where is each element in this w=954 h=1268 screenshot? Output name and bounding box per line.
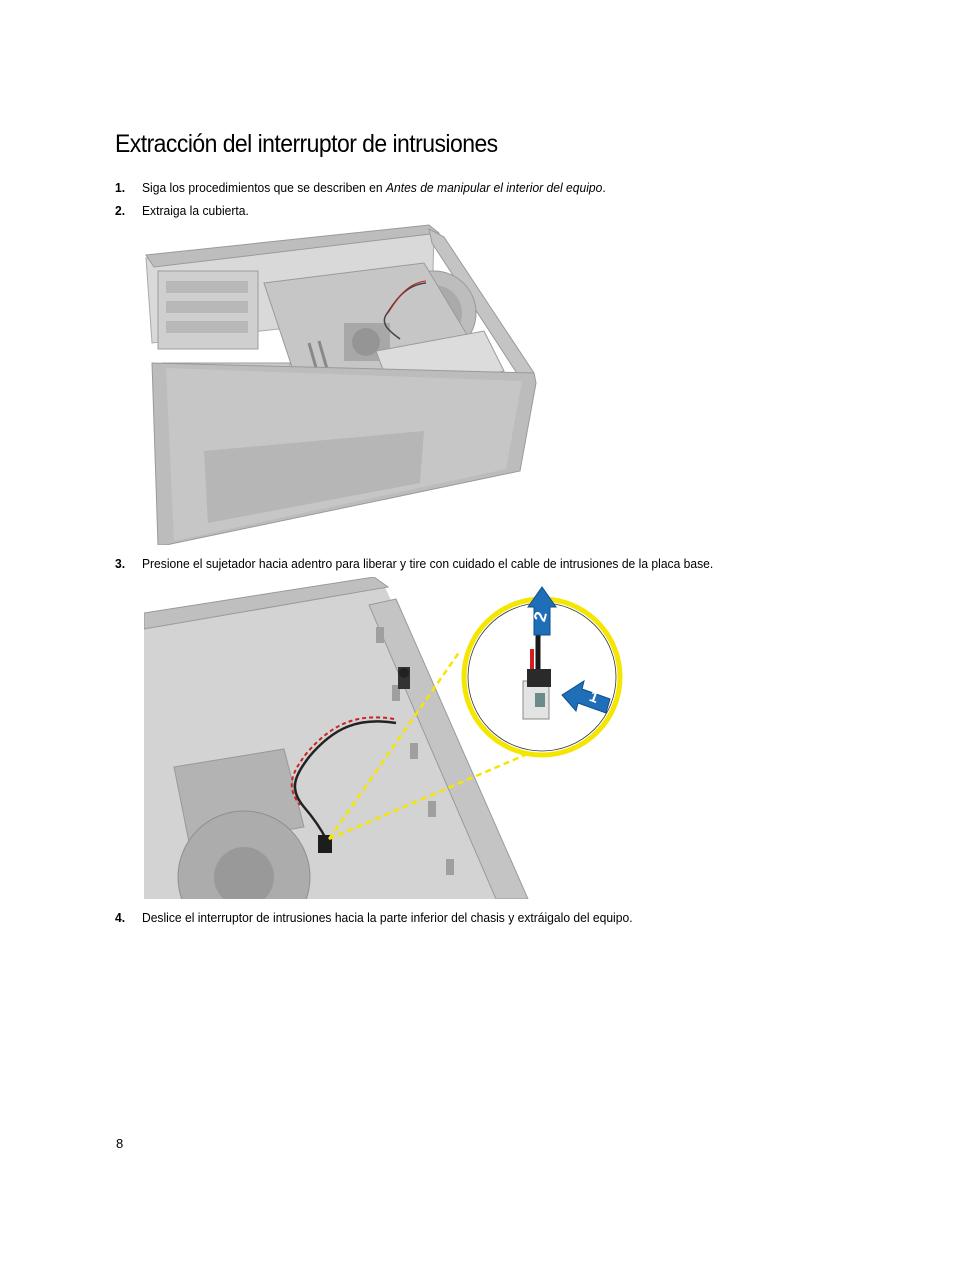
- step-text-end: .: [602, 180, 606, 195]
- step-number: 2.: [115, 203, 126, 218]
- step-1: [115, 180, 606, 195]
- step-3: [115, 556, 713, 571]
- step-4: [115, 910, 633, 925]
- step-2: [115, 203, 249, 218]
- step-number: 4.: [115, 910, 126, 925]
- page-number: 8: [116, 1136, 124, 1151]
- step-text: Deslice el interruptor de intrusiones hacia la parte inferior del chasis y extráigalo del equipo.: [141, 910, 633, 925]
- step-text: Siga los procedimientos que se describen en: [141, 180, 386, 195]
- step-text: Extraiga la cubierta.: [141, 203, 249, 218]
- cross-reference-link[interactable]: Antes de manipular el interior del equipo: [385, 180, 603, 195]
- step-number: 1.: [115, 180, 126, 195]
- step-number: 3.: [115, 556, 126, 571]
- intrusion-switch-illustration: [144, 577, 626, 899]
- step-text: Presione el sujetador hacia adentro para liberar y tire con cuidado el cable de intrusiones de la placa base.: [141, 556, 714, 571]
- chassis-cover-removed-illustration: [144, 223, 537, 545]
- arrow-2-label: 2: [530, 609, 551, 624]
- page-title: Extracción del interruptor de intrusiones: [115, 130, 498, 158]
- arrow-1-label: 1: [587, 688, 601, 707]
